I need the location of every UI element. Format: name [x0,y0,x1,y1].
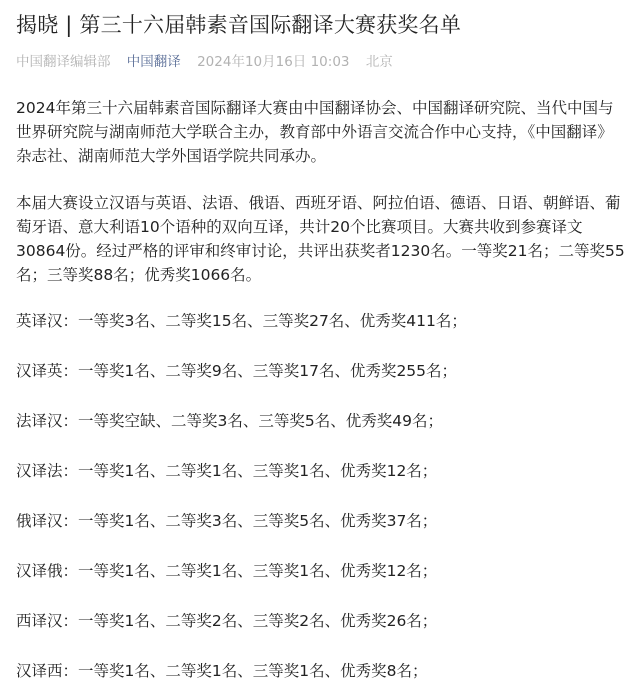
article-content [16,96,628,683]
account-name-link[interactable]: 中国翻译 [126,54,181,70]
result-line: 汉译俄：一等奖1名、二等奖1名、三等奖1名、优秀奖12名； [16,562,438,580]
result-line: 俄译汉：一等奖1名、二等奖3名、三等奖5名、优秀奖37名； [16,512,438,530]
result-line: 法译汉：一等奖空缺、二等奖3名、三等奖5名、优秀奖49名； [16,412,443,430]
summary-paragraph: 本届大赛设立汉语与英语、法语、俄语、西班牙语、阿拉伯语、德语、日语、朝鲜语、葡萄牙语、意大利语10个语种的双向互译，共计20个比赛项目。大赛共收到参赛译文30864份。经过严格的评审和终审讨论，共评出获奖者1230名。一等奖21名；二等奖55名；三等奖88名；优秀奖1066名。 [16,194,625,284]
result-line: 汉译西：一等奖1名、二等奖1名、三等奖1名、优秀奖8名； [16,662,428,680]
publish-location: 北京 [365,54,393,70]
intro-paragraph: 2024年第三十六届韩素音国际翻译大赛由中国翻译协会、中国翻译研究院、当代中国与世界研究院与湖南师范大学联合主办，教育部中外语言交流合作中心支持，《中国翻译》杂志社、湖南师范大学外国语学院共同承办。 [16,99,614,165]
article-title: 揭晓 | 第三十六届韩素音国际翻译大赛获奖名单 [16,13,462,37]
publish-datetime: 2024年10月16日 10:03 [197,54,350,70]
author-name: 中国翻译编辑部 [16,54,111,70]
article-meta [16,52,405,72]
result-line: 英译汉：一等奖3名、二等奖15名、三等奖27名、优秀奖411名； [16,312,467,330]
result-line: 汉译法：一等奖1名、二等奖1名、三等奖1名、优秀奖12名； [16,462,438,480]
result-line: 西译汉：一等奖1名、二等奖2名、三等奖2名、优秀奖26名； [16,612,438,630]
result-line: 汉译英：一等奖1名、二等奖9名、三等奖17名、优秀奖255名； [16,362,458,380]
